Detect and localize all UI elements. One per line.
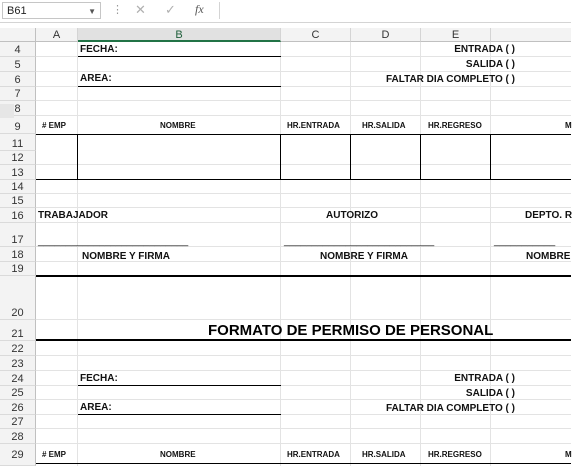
form-title: FORMATO DE PERMISO DE PERSONAL [208, 322, 494, 339]
entrada-label: ENTRADA ( ) [454, 44, 515, 55]
row-header[interactable]: 26 [0, 400, 36, 415]
nombre-firma-2: NOMBRE Y FIRMA [320, 251, 408, 262]
header-hr-regreso-2: HR.REGRESO [428, 450, 482, 459]
gridline [36, 355, 571, 356]
header-m: M [565, 121, 572, 130]
header-emp: # EMP [42, 121, 67, 130]
formula-input[interactable] [219, 2, 572, 19]
gridline [280, 42, 281, 466]
row-header[interactable]: 4 [0, 42, 36, 57]
table-divider [420, 134, 421, 180]
row-header[interactable]: 8 [0, 101, 36, 116]
signature-line-3: ___________ [494, 236, 556, 247]
signature-line-1: ___________________________ [38, 236, 189, 247]
gridline [36, 443, 571, 444]
signature-line-2: ___________________________ [284, 236, 435, 247]
name-box[interactable] [2, 2, 101, 19]
gridline [36, 370, 571, 371]
col-header-f[interactable] [491, 28, 571, 42]
row-header[interactable]: 28 [0, 429, 36, 444]
header-nombre: NOMBRE [160, 121, 196, 130]
row-header[interactable]: 19 [0, 262, 36, 276]
header-emp-2: # EMP [42, 450, 67, 459]
fecha-label: FECHA: [80, 44, 118, 55]
fecha-underline [78, 56, 281, 57]
fecha-label-2: FECHA: [80, 373, 118, 384]
gridline [36, 428, 571, 429]
row-header[interactable]: 6 [0, 72, 36, 87]
entrada-label-2: ENTRADA ( ) [454, 373, 515, 384]
row-header[interactable]: 14 [0, 180, 36, 194]
chevron-down-icon[interactable]: ▼ [88, 7, 96, 16]
salida-label-2: SALIDA ( ) [465, 388, 515, 399]
row-header[interactable]: 20 [0, 276, 36, 320]
header-nombre-2: NOMBRE [160, 450, 196, 459]
row-header[interactable]: 16 [0, 208, 36, 223]
name-box-value: B61 [7, 5, 27, 17]
row-header[interactable]: 22 [0, 341, 36, 356]
fecha-underline-2 [78, 385, 281, 386]
enter-icon[interactable]: ✓ [165, 2, 176, 17]
header-hr-entrada-2: HR.ENTRADA [287, 450, 340, 459]
more-icon[interactable]: ⋮ [112, 4, 123, 16]
row-header[interactable]: 18 [0, 247, 36, 262]
row-header[interactable]: 17 [0, 223, 36, 247]
nombre-firma-1: NOMBRE Y FIRMA [82, 251, 170, 262]
header-m-2: M [565, 450, 572, 459]
table-divider [350, 134, 351, 180]
formula-bar [0, 0, 571, 23]
header-hr-regreso: HR.REGRESO [428, 121, 482, 130]
nombre-firma-3: NOMBRE [526, 251, 571, 262]
gridline [36, 193, 571, 194]
header-hr-salida-2: HR.SALIDA [362, 450, 406, 459]
row-header[interactable]: 12 [0, 151, 36, 165]
faltar-label: FALTAR DIA COMPLETO ( ) [385, 74, 515, 85]
area-label-2: AREA: [80, 402, 112, 413]
row-header[interactable]: 13 [0, 165, 36, 180]
salida-label: SALIDA ( ) [465, 59, 515, 70]
autorizo-label: AUTORIZO [326, 210, 379, 221]
row-header[interactable]: 7 [0, 87, 36, 101]
gridline [36, 222, 571, 223]
gridline [36, 115, 571, 116]
gridline [36, 399, 571, 400]
sheet-edge [0, 104, 14, 118]
row-header[interactable]: 29 [0, 444, 36, 466]
gridline [77, 42, 78, 466]
section-divider [36, 275, 571, 277]
col-header-a[interactable]: A [36, 28, 78, 42]
row-header[interactable]: 5 [0, 57, 36, 72]
row-header[interactable]: 25 [0, 386, 36, 400]
insert-function-icon[interactable]: fx [195, 2, 204, 16]
depto-label: DEPTO. R [525, 210, 572, 221]
row-header[interactable]: 11 [0, 134, 36, 151]
cancel-icon[interactable]: ✕ [135, 2, 146, 17]
header-hr-salida: HR.SALIDA [362, 121, 406, 130]
trabajador-label: TRABAJADOR [38, 210, 108, 221]
table-divider [280, 134, 281, 180]
select-all-corner[interactable] [0, 28, 36, 42]
row-header[interactable]: 24 [0, 371, 36, 386]
faltar-label-2: FALTAR DIA COMPLETO ( ) [385, 403, 515, 414]
gridline [36, 71, 571, 72]
col-header-b[interactable]: B [78, 28, 281, 42]
col-header-e[interactable]: E [421, 28, 491, 42]
row-header[interactable]: 23 [0, 356, 36, 371]
header-hr-entrada: HR.ENTRADA [287, 121, 340, 130]
table2-top-border [36, 463, 571, 464]
area-label: AREA: [80, 73, 112, 84]
col-header-c[interactable]: C [281, 28, 351, 42]
col-header-d[interactable]: D [351, 28, 421, 42]
gridline [36, 207, 571, 208]
row-header[interactable]: 15 [0, 194, 36, 208]
table-divider [77, 134, 78, 180]
area-underline [78, 86, 281, 87]
row-header[interactable]: 27 [0, 415, 36, 429]
row-header[interactable]: 9 [0, 116, 36, 134]
area-underline-2 [78, 414, 281, 415]
gridline [36, 319, 571, 320]
title-underline [36, 339, 571, 341]
gridline [36, 100, 571, 101]
row-header[interactable]: 21 [0, 320, 36, 341]
table-divider [490, 134, 491, 180]
